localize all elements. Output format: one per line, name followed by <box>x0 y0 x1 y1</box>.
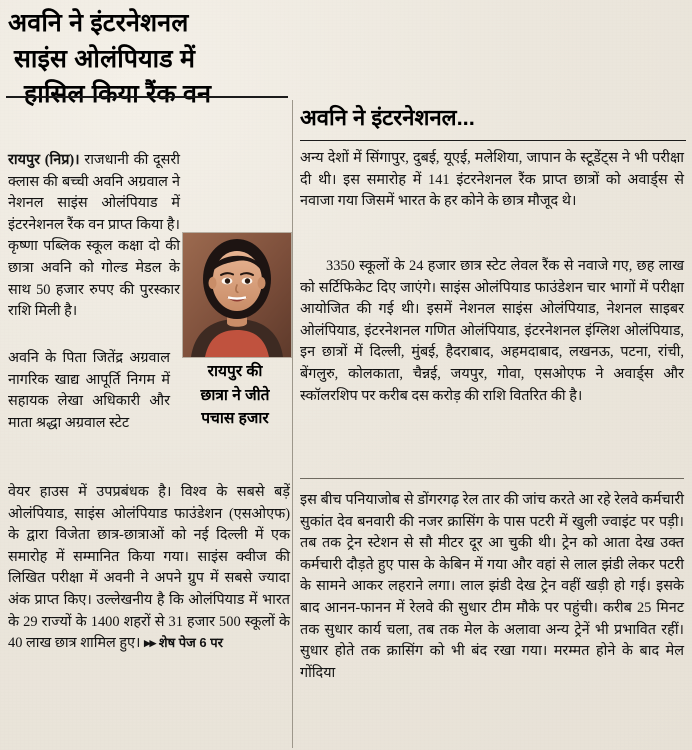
photo-caption-line-2: छात्रा ने जीते <box>200 386 270 404</box>
left-paragraph-3-text: वेयर हाउस में उपप्रबंधक है। विश्व के सबसे बड़ें ओलंपियाड, साइंस ओलंपियाड फाउंडेशन (एसओएफ) के द्वारा विजेता छात्र-छात्राओं को नई दिल्ली में एक समारोह में सम्मानित किया गया। साइंस क्वीज की लिखित परीक्षा में अवनी ने अपने ग्रुप में सबसे ज्यादा अंक प्राप्त किए। उल्लेखनीय है कि ओलंपियाड में भारत के 29 राज्यों के 1400 शहरों से 31 हजार 500 स्कूलों के 40 लाख छात्र शामिल हुए। <box>8 484 290 652</box>
right-column-paragraph-3 <box>300 490 684 684</box>
left-paragraph-1-text: राजधानी की दूसरी क्लास की बच्ची अवनि अग्रवाल ने नेशनल साइंस ओलंपियाड में इंटरनेशनल रैंक वन प्राप्त किया है। कृष्णा पब्लिक स्कूल कक्षा दो की छात्रा अवनि को गोल्ड मेडल के साथ 50 हजार रुपए की पुरस्कार राशि मिली है। <box>8 152 181 320</box>
photo-caption-line-3: पचास हजार <box>201 410 269 428</box>
right-paragraph-3-text: इस बीच पनियाजोब से डोंगरगढ़ रेल तार की जांच करते आ रहे रेलवे कर्मचारी सुकांत देव बनवारी की नजर क्रासिंग के पास पटरी में खुली ज्वाइंट पर पड़ी। तब तक ट्रेन स्टेशन से सौ मीटर दूर आ चुकी थी। ट्रेन को आता देख उक्त कर्मचारी दौड़ते हुए पास के केबिन में गया और वहां से लाल झंडी लेकर पटरी के सामने आकर लहराने लगा। लाल झंडी देख ट्रेन वहीं खड़ी हो गई। इसके बाद आनन-फानन में रेलवे की सुधार टीम मौके पर पहुंची। करीब 25 मिनट तक सुधार कार्य चला, तब तक मेल के अलावा अन्य ट्रेनें भी प्रभावित रहीं। सुधार होते तक क्रासिंग को भी बंद रखा गया। मरम्मत होने के बाद मेल गोंदिया <box>300 492 684 681</box>
photo-illustration <box>183 233 291 357</box>
continuation-headline: अवनि ने इंटरनेशनल... <box>300 105 475 130</box>
left-column-paragraph-1 <box>8 150 180 323</box>
dateline: रायपुर (निप्र)। <box>8 152 80 168</box>
photo-avni-agrawal <box>182 232 292 358</box>
left-column-paragraph-2 <box>8 348 170 434</box>
right-paragraph-2-text: 3350 स्कूलों के 24 हजार छात्र स्टेट लेवल रैंक से नवाजे गए, छह लाख को सर्टिफिकेट दिए जाएंगे। साइंस ओलंपियाड फाउंडेशन चार भागों में परीक्षा आयोजित की गई थी। इसमें नेशनल साइंस ओलंपियाड, नेशनल साइबर ओलंपियाड, इंटरनेशनल गणित ओलंपियाड, इंटरनेशनल इंग्लिश ओलंपियाड, इन छात्रों में दिल्ली, मुंबई, हैदराबाद, अहमदाबाद, लखनऊ, पटना, रांची, बेंगलुरु, कोलकाता, चैन्नई, जयपुर, गोवा, एसओएफ ने अवार्ड्स और स्कॉलरशिप पर करीब दस करोड़ की राशि वितरित की है। <box>300 258 684 404</box>
right-paragraph-1-text: अन्य देशों में सिंगापुर, दुबई, यूएई, मलेशिया, जापान के स्टूडेंट्स ने भी परीक्षा दी थी। इस समारोह में 141 इंटरनेशनल रैंक प्राप्त छात्रों को अवार्ड्स से नवाजा गया जिसमें भारत के हर कोने के छात्र मौजूद थे। <box>300 150 684 210</box>
main-headline-line-3: हासिल किया रैंक वन <box>24 80 212 108</box>
headline-divider-rule <box>6 96 288 98</box>
continued-pointer[interactable] <box>144 635 223 650</box>
right-column-paragraph-2 <box>300 256 684 407</box>
photo-caption <box>178 360 292 431</box>
main-headline-line-1: अवनि ने इंटरनेशनल <box>8 9 189 37</box>
photo-caption-line-1: रायपुर की <box>207 363 263 380</box>
continuation-headline-rule <box>300 140 686 141</box>
right-column-section-rule <box>300 478 684 479</box>
main-headline-line-2: साइंस ओलंपियाड में <box>14 44 196 73</box>
double-arrow-icon: ▸▸ <box>144 635 156 651</box>
continued-pointer-label: शेष पेज 6 पर <box>158 635 223 651</box>
left-paragraph-2-text: अवनि के पिता जितेंद्र अग्रवाल नागरिक खाद्य आपूर्ति निगम में सहायक लेखा अधिकारी और माता श्रद्धा अग्रवाल स्टेट <box>8 350 170 431</box>
column-divider-rule <box>292 100 293 748</box>
right-column-paragraph-1 <box>300 148 684 213</box>
left-column-paragraph-3 <box>8 482 290 655</box>
